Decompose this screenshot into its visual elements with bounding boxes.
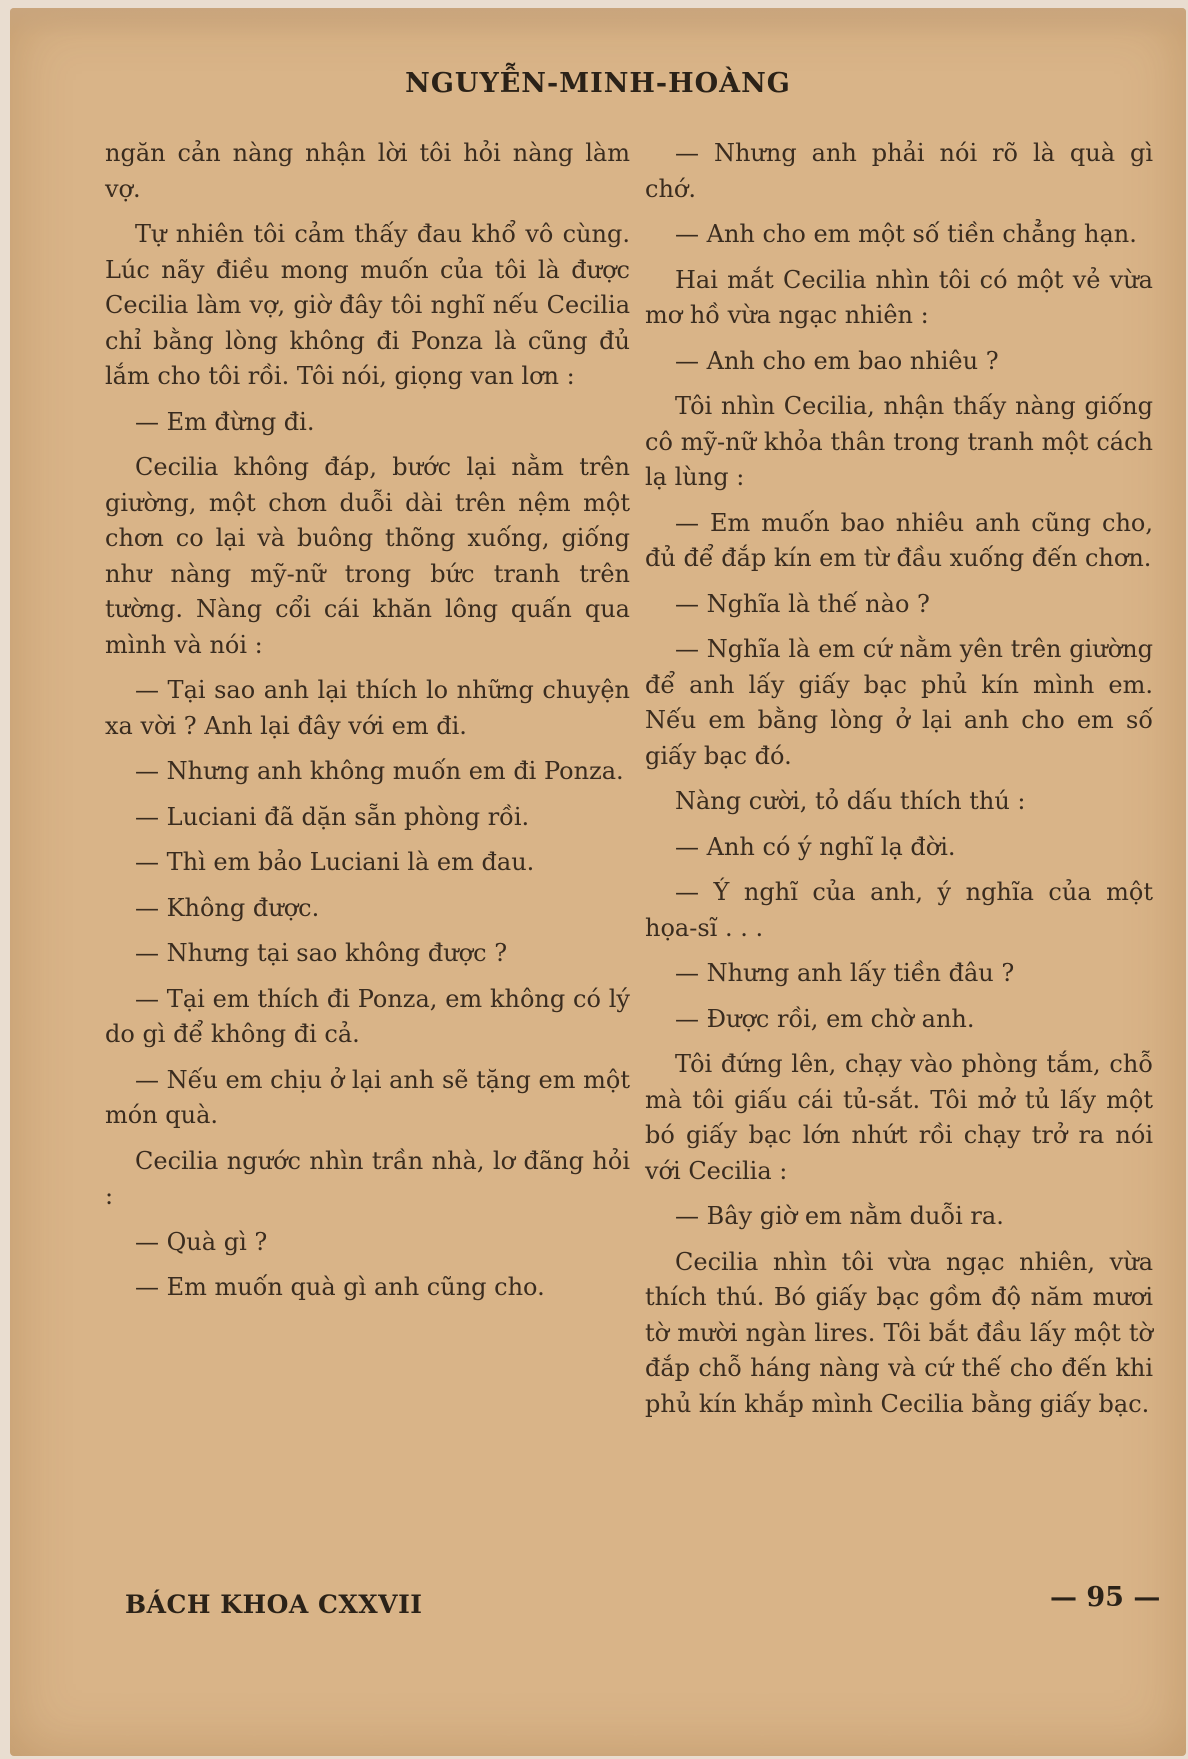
publication-footer: BÁCH KHOA CXXVII bbox=[125, 1590, 423, 1619]
paragraph: — Nghĩa là em cứ nằm yên trên giường để anh lấy giấy bạc phủ kín mình em. Nếu em bằng lòng ở lại anh cho em số giấy bạc đó. bbox=[645, 635, 1153, 770]
paragraph: — Nghĩa là thế nào ? bbox=[675, 589, 930, 618]
paragraph: — Không được. bbox=[135, 893, 320, 922]
document-page bbox=[10, 8, 1186, 1756]
paragraph: — Ý nghĩ của anh, ý nghĩa của một họa-sĩ . . . bbox=[645, 878, 1153, 942]
paragraph: ngăn cản nàng nhận lời tôi hỏi nàng làm vợ. bbox=[105, 139, 630, 203]
paragraph: — Em đừng đi. bbox=[135, 407, 315, 436]
page-number: — 95 — bbox=[1050, 1582, 1161, 1613]
paragraph: — Tại sao anh lại thích lo những chuyện xa vời ? Anh lại đây với em đi. bbox=[105, 676, 630, 740]
paragraph: Nàng cười, tỏ dấu thích thú : bbox=[675, 787, 1026, 815]
left-column bbox=[105, 136, 630, 1316]
paragraph: — Nhưng anh lấy tiền đâu ? bbox=[675, 959, 1015, 987]
paragraph: — Tại em thích đi Ponza, em không có lý do gì để không đi cả. bbox=[105, 984, 630, 1048]
paragraph: — Thì em bảo Luciani là em đau. bbox=[135, 848, 535, 876]
paragraph: — Em muốn bao nhiêu anh cũng cho, đủ để đắp kín em từ đầu xuống đến chơn. bbox=[645, 508, 1153, 572]
paragraph: — Nhưng anh phải nói rõ là quà gì chớ. bbox=[645, 139, 1153, 203]
paragraph: — Nhưng tại sao không được ? bbox=[135, 939, 508, 967]
page-edge-stain bbox=[10, 8, 1186, 38]
paragraph: Cecilia ngước nhìn trần nhà, lơ đãng hỏi : bbox=[105, 1146, 630, 1210]
paragraph: — Được rồi, em chờ anh. bbox=[675, 1004, 975, 1033]
paragraph: Hai mắt Cecilia nhìn tôi có một vẻ vừa mơ hồ vừa ngạc nhiên : bbox=[645, 265, 1153, 329]
paragraph: — Quà gì ? bbox=[135, 1227, 268, 1256]
paragraph: Cecilia nhìn tôi vừa ngạc nhiên, vừa thích thú. Bó giấy bạc gồm độ năm mươi tờ mười ngàn lires. Tôi bắt đầu lấy một tờ đắp chỗ háng nàng và cứ thế cho đến khi phủ kín khắp mình Cecilia bằng giấy bạc. bbox=[645, 1247, 1153, 1418]
paragraph: — Anh có ý nghĩ lạ đời. bbox=[675, 832, 956, 861]
right-column bbox=[645, 136, 1153, 1432]
paragraph: — Anh cho em một số tiền chẳng hạn. bbox=[675, 220, 1137, 248]
paragraph: Tự nhiên tôi cảm thấy đau khổ vô cùng. Lúc nãy điều mong muốn của tôi là được Cecilia làm vợ, giờ đây tôi nghĩ nếu Cecilia chỉ bằng lòng không đi Ponza là cũng đủ lắm cho tôi rồi. Tôi nói, giọng van lơn : bbox=[105, 220, 630, 390]
paragraph: — Nếu em chịu ở lại anh sẽ tặng em một món quà. bbox=[105, 1065, 630, 1129]
paragraph: Tôi đứng lên, chạy vào phòng tắm, chỗ mà tôi giấu cái tủ-sắt. Tôi mở tủ lấy một bó giấy bạc lớn nhứt rồi chạy trở ra nói với Cecilia : bbox=[645, 1050, 1153, 1185]
paragraph: — Nhưng anh không muốn em đi Ponza. bbox=[135, 757, 624, 785]
paragraph: — Em muốn quà gì anh cũng cho. bbox=[135, 1273, 545, 1301]
paragraph: — Luciani đã dặn sẵn phòng rồi. bbox=[135, 802, 530, 831]
running-header: NGUYỄN-MINH-HOÀNG bbox=[405, 68, 791, 99]
paragraph: — Bây giờ em nằm duỗi ra. bbox=[675, 1202, 1004, 1230]
paragraph: — Anh cho em bao nhiêu ? bbox=[675, 346, 999, 375]
paragraph: Tôi nhìn Cecilia, nhận thấy nàng giống cô mỹ-nữ khỏa thân trong tranh một cách lạ lùng : bbox=[645, 392, 1153, 491]
paragraph: Cecilia không đáp, bước lại nằm trên giường, một chơn duỗi dài trên nệm một chơn co lại và buông thõng xuống, giống như nàng mỹ-nữ trong bức tranh trên tường. Nàng cổi cái khăn lông quấn qua mình và nói : bbox=[105, 453, 630, 659]
